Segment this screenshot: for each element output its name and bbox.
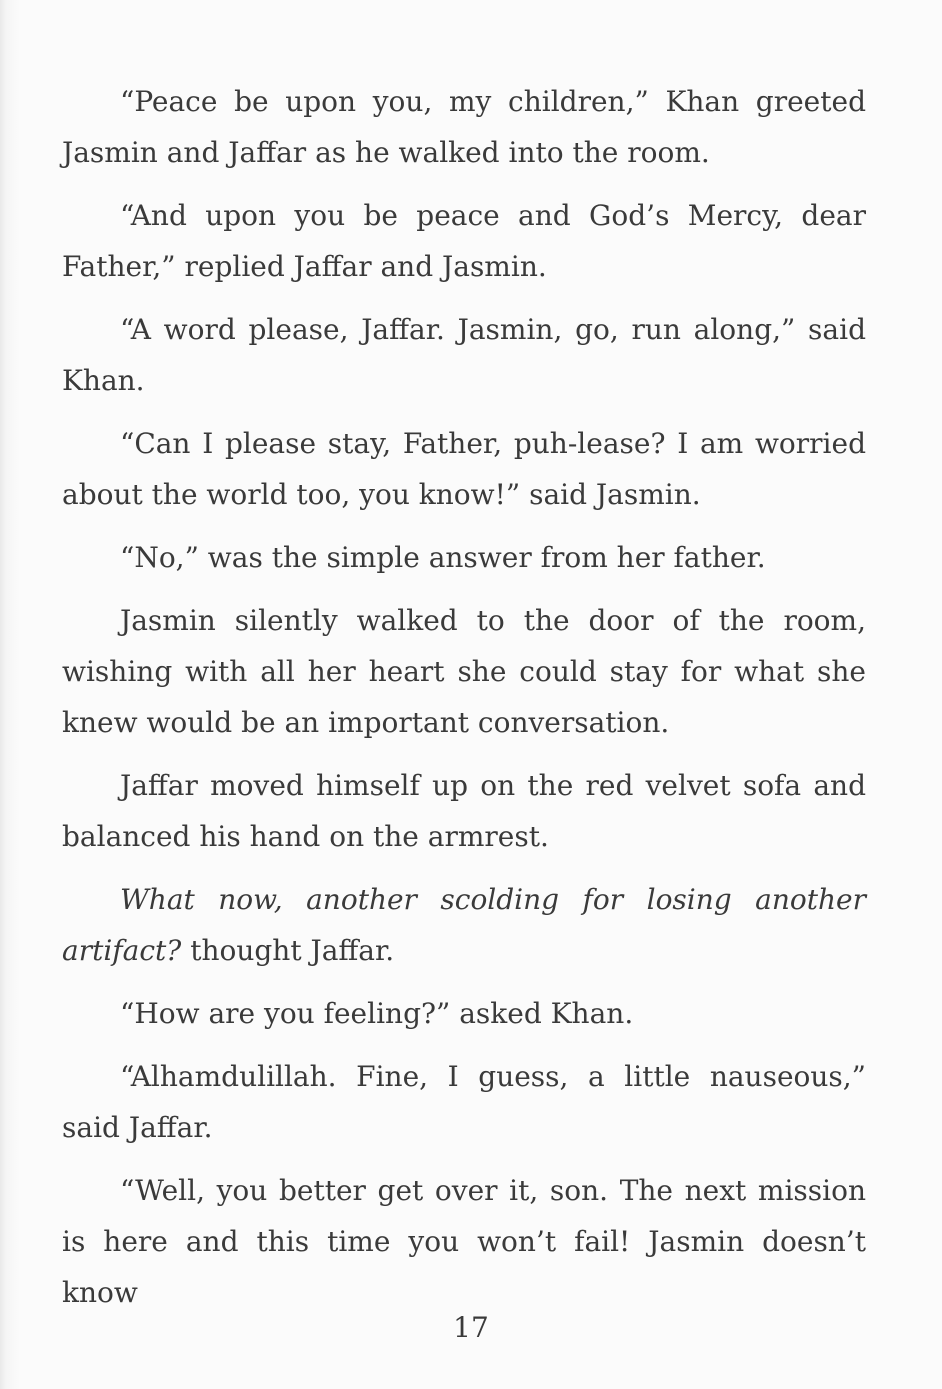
paragraph-no-answer: “No,” was the simple answer from her father. [120,541,766,574]
paragraph-alhamdulillah: “Alhamdulillah. Fine, I guess, a little nauseous,” said Jaffar. [62,1060,866,1144]
paragraph-next-mission: “Well, you better get over it, son. The next mission is here and this time you won’t fail! Jasmin doesn’t know [62,1174,866,1309]
page-number: 17 [453,1311,489,1344]
paragraph-jasmin-walks: Jasmin silently walked to the door of the room, wishing with all her heart she could stay for what she knew would be an important conversation. [62,604,866,739]
paragraph-reply: “And upon you be peace and God’s Mercy, dear Father,” replied Jaffar and Jasmin. [62,199,866,283]
paragraph-thought [62,874,866,976]
paragraph-greeting: “Peace be upon you, my children,” Khan greeted Jasmin and Jaffar as he walked into the room. [62,85,866,169]
paragraph-how-feeling: “How are you feeling?” asked Khan. [120,997,634,1030]
paragraph-can-i-stay: “Can I please stay, Father, puh-lease? I am worried about the world too, you know!” said Jasmin. [62,427,866,511]
thought-italic-text: What now, another scolding for losing another artifact? [62,883,866,967]
paragraph-jaffar-sofa: Jaffar moved himself up on the red velvet sofa and balanced his hand on the armrest. [62,769,866,853]
body-text [62,76,866,1330]
thought-attribution: thought Jaffar. [190,934,395,967]
paragraph-word-please: “A word please, Jaffar. Jasmin, go, run along,” said Khan. [62,313,866,397]
